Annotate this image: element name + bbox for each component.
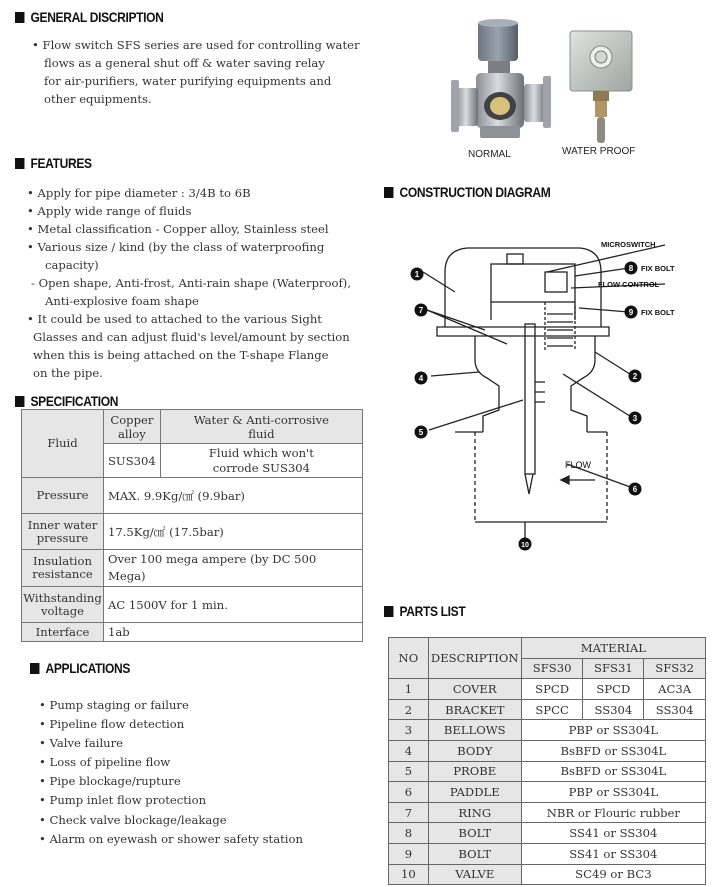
probe bbox=[525, 324, 535, 474]
general-line: other equipments. bbox=[44, 92, 152, 106]
spec-label-fluid: Fluid bbox=[22, 410, 104, 478]
feature-line: • Various size / kind (by the class of waterproofing bbox=[27, 240, 325, 254]
diagram-number: 3 bbox=[632, 414, 638, 423]
application-item: • Loss of pipeline flow bbox=[39, 755, 171, 770]
parts-col-description: DESCRIPTION bbox=[428, 638, 521, 679]
feature-line: capacity) bbox=[45, 258, 99, 272]
specification-table bbox=[21, 409, 363, 642]
diagram-number: 4 bbox=[418, 374, 424, 383]
parts-no: 3 bbox=[389, 720, 429, 741]
feature-line: • Apply wide range of fluids bbox=[27, 204, 192, 218]
parts-no: 5 bbox=[389, 761, 429, 782]
feature-line: - Open shape, Anti-frost, Anti-rain shape (Waterproof), bbox=[31, 276, 352, 290]
waterproof-flow-switch-image bbox=[566, 27, 638, 147]
square-bullet-icon bbox=[30, 663, 39, 674]
table-row bbox=[389, 782, 706, 803]
feature-line: • Metal classification - Copper alloy, Stainless steel bbox=[27, 222, 329, 236]
parts-no: 2 bbox=[389, 699, 429, 720]
spec-label-inner-pressure: Inner water pressure bbox=[22, 514, 104, 550]
general-heading: GENERAL DISCRIPTION bbox=[15, 9, 164, 25]
table-row bbox=[389, 864, 706, 885]
parts-desc: BODY bbox=[428, 740, 521, 761]
square-bullet-icon bbox=[15, 12, 24, 23]
parts-col-material: MATERIAL bbox=[521, 638, 705, 659]
table-row bbox=[389, 843, 706, 864]
feature-line: on the pipe. bbox=[33, 366, 103, 380]
construction-diagram bbox=[395, 232, 705, 562]
spec-pressure-value: MAX. 9.9Kg/㎠ (9.9bar) bbox=[103, 478, 362, 514]
feature-line: • Apply for pipe diameter : 3/4B to 6B bbox=[27, 186, 251, 200]
spec-sus-fluid: Fluid which won't corrode SUS304 bbox=[160, 444, 362, 478]
parts-material: BsBFD or SS304L bbox=[521, 761, 705, 782]
normal-label: NORMAL bbox=[468, 149, 511, 160]
feature-line: Glasses and can adjust fluid's level/amount by section bbox=[33, 330, 350, 344]
parts-model: SFS32 bbox=[644, 658, 706, 679]
spec-sus304: SUS304 bbox=[103, 444, 160, 478]
feature-line: Anti-explosive foam shape bbox=[45, 294, 199, 308]
parts-material: PBP or SS304L bbox=[521, 720, 705, 741]
parts-no: 10 bbox=[389, 864, 429, 885]
parts-material: SS304 bbox=[644, 699, 706, 720]
parts-desc: BOLT bbox=[428, 823, 521, 844]
parts-material: AC3A bbox=[644, 679, 706, 700]
fix-bolt-label: FIX BOLT bbox=[641, 264, 675, 273]
parts-no: 6 bbox=[389, 782, 429, 803]
table-row bbox=[389, 720, 706, 741]
parts-desc: BELLOWS bbox=[428, 720, 521, 741]
normal-flow-switch-image bbox=[448, 18, 560, 148]
bracket-plate bbox=[437, 327, 609, 336]
features-list bbox=[27, 184, 351, 382]
parts-no: 1 bbox=[389, 679, 429, 700]
parts-desc: COVER bbox=[428, 679, 521, 700]
construction-heading: CONSTRUCTION DIAGRAM bbox=[384, 184, 550, 200]
feature-line: when this is being attached on the T-shape Flange bbox=[33, 348, 329, 362]
diagram-number: 5 bbox=[418, 428, 424, 437]
application-item: • Pipe blockage/rupture bbox=[39, 774, 181, 789]
parts-desc: BOLT bbox=[428, 843, 521, 864]
parts-desc: PROBE bbox=[428, 761, 521, 782]
features-heading: FEATURES bbox=[15, 155, 92, 171]
square-bullet-icon bbox=[15, 158, 24, 169]
parts-no: 9 bbox=[389, 843, 429, 864]
body-right bbox=[571, 336, 595, 432]
diagram-number: 8 bbox=[628, 264, 634, 273]
parts-no: 4 bbox=[389, 740, 429, 761]
diagram-number: 6 bbox=[632, 485, 638, 494]
diagram-number: 9 bbox=[628, 308, 634, 317]
spec-copper-alloy: Copper alloy bbox=[103, 410, 160, 444]
spec-withstanding-value: AC 1500V for 1 min. bbox=[103, 587, 362, 623]
applications-list bbox=[39, 696, 303, 849]
parts-material: SPCC bbox=[521, 699, 583, 720]
parts-material: SC49 or BC3 bbox=[521, 864, 705, 885]
spec-inner-value: 17.5Kg/㎠ (17.5bar) bbox=[103, 514, 362, 550]
flow-label: FLOW bbox=[565, 460, 591, 470]
spec-interface-value: 1ab bbox=[103, 623, 362, 642]
diagram-number: 1 bbox=[414, 270, 420, 279]
table-row bbox=[389, 740, 706, 761]
parts-desc: BRACKET bbox=[428, 699, 521, 720]
parts-desc: RING bbox=[428, 802, 521, 823]
parts-model: SFS31 bbox=[583, 658, 644, 679]
application-item: • Pump inlet flow protection bbox=[39, 793, 207, 808]
square-bullet-icon bbox=[15, 396, 24, 407]
general-line: flows as a general shut off & water saving relay bbox=[44, 56, 325, 70]
microswitch-label: MICROSWITCH bbox=[601, 240, 656, 249]
spec-label-pressure: Pressure bbox=[22, 478, 104, 514]
body-left bbox=[475, 336, 499, 432]
spec-label-withstanding: Withstanding voltage bbox=[22, 587, 104, 623]
microswitch-box bbox=[491, 264, 575, 302]
square-bullet-icon bbox=[384, 187, 393, 198]
parts-material: NBR or Flouric rubber bbox=[521, 802, 705, 823]
spec-label-insulation: Insulation resistance bbox=[22, 550, 104, 587]
parts-material: SS41 or SS304 bbox=[521, 843, 705, 864]
fix-bolt-label: FIX BOLT bbox=[641, 308, 675, 317]
parts-material: SS41 or SS304 bbox=[521, 823, 705, 844]
application-item: • Pump staging or failure bbox=[39, 698, 189, 712]
parts-no: 8 bbox=[389, 823, 429, 844]
parts-desc: PADDLE bbox=[428, 782, 521, 803]
parts-model: SFS30 bbox=[521, 658, 583, 679]
parts-material: SS304 bbox=[583, 699, 644, 720]
paddle bbox=[525, 474, 533, 494]
table-row bbox=[389, 679, 706, 700]
application-item: • Check valve blockage/leakage bbox=[39, 812, 227, 827]
general-line: • Flow switch SFS series are used for controlling water bbox=[32, 38, 360, 52]
parts-col-no: NO bbox=[389, 638, 429, 679]
application-item: • Valve failure bbox=[39, 736, 124, 751]
spec-label-interface: Interface bbox=[22, 623, 104, 642]
feature-line: • It could be used to attached to the various Sight bbox=[27, 312, 322, 326]
diagram-number: 7 bbox=[418, 306, 424, 315]
specification-heading: SPECIFICATION bbox=[15, 393, 118, 409]
waterproof-label: WATER PROOF bbox=[562, 146, 636, 157]
application-item: • Pipeline flow detection bbox=[39, 717, 185, 732]
parts-desc: VALVE bbox=[428, 864, 521, 885]
diagram-number: 10 bbox=[521, 542, 529, 549]
parts-material: SPCD bbox=[521, 679, 583, 700]
flow-control-label: FLOW CONTROL bbox=[598, 280, 660, 289]
table-row bbox=[389, 802, 706, 823]
general-line: for air-purifiers, water purifying equipments and bbox=[44, 74, 332, 88]
parts-material: SPCD bbox=[583, 679, 644, 700]
table-row bbox=[389, 761, 706, 782]
application-item: • Alarm on eyewash or shower safety station bbox=[39, 831, 303, 846]
parts-table bbox=[388, 637, 706, 885]
parts-no: 7 bbox=[389, 802, 429, 823]
table-row bbox=[389, 699, 706, 720]
spec-water-anticorrosive: Water & Anti-corrosive fluid bbox=[160, 410, 362, 444]
table-row bbox=[389, 823, 706, 844]
parts-material: PBP or SS304L bbox=[521, 782, 705, 803]
spec-insulation-value: Over 100 mega ampere (by DC 500 Mega) bbox=[103, 550, 362, 587]
parts-heading: PARTS LIST bbox=[384, 603, 465, 619]
parts-material: BsBFD or SS304L bbox=[521, 740, 705, 761]
general-description bbox=[32, 36, 360, 108]
diagram-number: 2 bbox=[632, 372, 638, 381]
applications-heading: APPLICATIONS bbox=[30, 660, 130, 676]
square-bullet-icon bbox=[384, 606, 393, 617]
